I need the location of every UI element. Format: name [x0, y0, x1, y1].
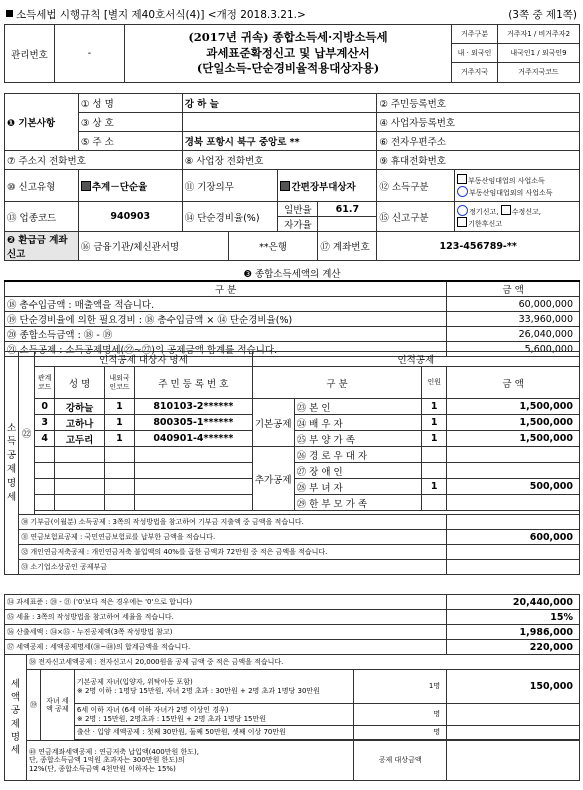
filing-type-field[interactable]: 추계－단순율	[78, 170, 182, 202]
residence-country-code[interactable]: 거주지국코드	[498, 63, 580, 83]
person-rrn[interactable]: 810103-2******	[134, 399, 252, 415]
calc-section-title: ❸ 종합소득세액의 계산	[243, 269, 341, 280]
person-rel[interactable]: 0	[35, 399, 55, 415]
nationality-select[interactable]: 내국인1 / 외국인9	[498, 44, 580, 63]
account-number-field[interactable]: 123-456789-**	[377, 232, 580, 261]
page-info: (3쪽 중 제1쪽)	[508, 9, 577, 21]
tax-table: ㉞ 과세표준 : ⑳ - ㉑ ('0'보다 적은 경우에는 '0'으로 합니다) 20,440,000 ㉟ 세율 : 3쪽의 작성방법을 참고하여 세율을 적습니다. 15% ㊱ 산출세액 : ㉞×㉟ - 누진공제액(3쪽 작성방법 참고) 1,986,000 ㊲ 세액공제 : 세액공제명세(㊳~㊵)의 합계금액을 적습니다. 220,000	[4, 594, 580, 655]
bookkeeping-field[interactable]: 간편장부대상자	[278, 170, 377, 202]
doc-title: (2017년 귀속) 종합소득세·지방소득세 과세표준확정신고 및 납부계산서 (단일소득-단순경비율적용대상자용)	[188, 30, 388, 76]
person-name[interactable]: 고두리	[55, 431, 105, 447]
self-rate-field[interactable]	[318, 217, 377, 232]
industry-code-field[interactable]: 940903	[78, 202, 182, 232]
person-foreign[interactable]: 1	[105, 415, 135, 431]
checkbox-icon[interactable]	[501, 205, 511, 215]
person-rel[interactable]: 3	[35, 415, 55, 431]
credit-side-label: 세액공제명세	[5, 655, 27, 781]
income-amount[interactable]: 26,040,000	[447, 327, 580, 342]
circle-mark-icon	[457, 205, 468, 216]
person-name[interactable]: 강하늘	[55, 399, 105, 415]
basic-info-table: ❶ 기본사항 ① 성 명 강 하 늘 ② 주민등록번호 ③ 상 호 ④ 사업자등록번호 ⑤ 주 소 경북 포항시 북구 중앙로 ** ⑥ 전자우편주소 ⑦ 주소지 전화번호 ⑧ 사업장 전화번호 ⑨ 휴대전화번호 ⑩ 신고유형 추계－단순율 ⑪ 기장의무 간편장부대상자 ⑫ 소득구분 부동산임대업의 사업소득 부동산임대업외의 사업소득 ⑬ 업종코드 940903 ⑭ 단순경비율(%) 일반율 61.7 ⑮ 신고구분 정기신고, 수정신고, 기한후신고 자가율 ❷ 환급금 계좌신고 ⑯ 금융기관/체신관서명 **은행 ⑰ 계좌번호 123-456789-**	[4, 93, 580, 261]
residency-select[interactable]: 거주자1 / 비거주자2	[498, 25, 580, 44]
tax-credit-amount[interactable]: 220,000	[447, 640, 580, 655]
mgmt-value[interactable]: -	[55, 25, 125, 83]
tax-rate[interactable]: 15%	[447, 610, 580, 625]
calc-table: ❸ 종합소득세액의 계산 구 분 금 액 ⑱ 총수입금액 : 매출액을 적습니다. 60,000,000 ⑲ 단순경비율에 의한 필요경비 : ⑱ 총수입금액 × ⑭ 단순경비율(%) 33,960,000 ⑳ 종합소득금액 : ⑱ - ⑲ 26,040,000 ㉑ 소득공제 : 소득공제명세(㉒~㉗)의 공제금액 합계를 적습니다. 5,600,000	[4, 266, 580, 357]
person-rrn[interactable]: 040901-4******	[134, 431, 252, 447]
mgmt-label: 관리번호	[5, 25, 55, 83]
child-credit-amount[interactable]: 150,000	[447, 670, 580, 704]
checked-box-icon	[280, 181, 290, 191]
person-foreign[interactable]: 1	[105, 431, 135, 447]
total-revenue-amount[interactable]: 60,000,000	[447, 297, 580, 312]
deduction-amount[interactable]: 5,600,000	[447, 342, 580, 357]
deduction-table: 소득공제명세 ㉒ 인적공제 대상자 명세 인적공제 관계코드 성 명 내외국인코드 주 민 등 록 번 호 구 분 인원 금 액 0 강하늘 1 810103-2****** 기본공제 ㉓ 본 인 1 1,500,000 3 고하나 1 800305-1****** ㉔ 배 우 자 1 1,500,000 4 고두리 1 040901-4****** ㉕ 부 양 가 족 1 1,500,000 추가공제 ㉖ 경 로 우 대 자 ㉗ 장 애 인 ㉘ 부 녀 자 1 500,000 ㉙ 한 부 모 가 족 ㉚ 기부금(이월분) 소득공제 : 3쪽의 작성방법을 참고하여 기부금 지출액 중 금액을 적습니다. ㉛ 연금보험료공제 : 국민연금보험료를 납부한 금액을 적습니다. 600,000 ㉜ 개인연금저축공제 : 개인연금저축 불입액의 40%를 곱한 금액과 72만원 중 적은 금액을 적습니다. ㉝ 소기업소상공인 공제부금	[4, 351, 580, 575]
income-type-field[interactable]: 부동산임대업의 사업소득 부동산임대업외의 사업소득	[455, 170, 580, 202]
deduction-side-label: 소득공제명세	[5, 352, 19, 575]
checkbox-icon[interactable]	[457, 217, 467, 227]
person-rrn[interactable]: 800305-1******	[134, 415, 252, 431]
general-rate-field[interactable]: 61.7	[318, 202, 377, 217]
tax-base-amount[interactable]: 20,440,000	[447, 595, 580, 610]
credit-table: 세액공제명세 ㊳ 전자신고세액공제 : 전자신고시 20,000원을 공제 금액 중 적은 금액을 적습니다. ㊴ 자녀 세액 공제 기본공제 자녀(입양자, 위탁아동 포함) ※ 2명 이하 : 1명당 15만원, 자녀 2명 초과 : 30만원 + 2명 초과 1명당 30만원 1명 150,000 6세 이하 자녀 (6세 이하 자녀가 2명 이상인 경우) ※ 2명 : 15만원, 2명초과 : 15만원 + 2명 초과 1명당 15만원 명 출산 · 입양 세액공제 : 첫째 30만원, 둘째 50만원, 셋째 이상 70만원 명 ㊵ 연금계좌세액공제 : 연금저축 납입액(400만원 한도), 단, 종합소득금액 1억원 초과자는 300만원 한도)의 12%(단, 종합소득금액 4천만원 이하자는 15%) 공제 대상금액	[4, 654, 580, 781]
person-foreign[interactable]: 1	[105, 399, 135, 415]
checked-box-icon	[81, 181, 91, 191]
child-count[interactable]: 1명	[354, 670, 447, 704]
trade-name-field[interactable]	[182, 113, 377, 132]
form-reference: 소득세법 시행규칙 [별지 제40호서식(4)] <개정 2018.3.21.>	[6, 7, 306, 22]
expense-amount[interactable]: 33,960,000	[447, 312, 580, 327]
pension-insurance-amount[interactable]: 600,000	[447, 530, 580, 545]
bank-name-field[interactable]: **은행	[228, 232, 318, 261]
checkbox-icon[interactable]	[457, 174, 467, 184]
address-field[interactable]: 경북 포항시 북구 중앙로 **	[182, 132, 377, 151]
circle-mark-icon	[457, 186, 468, 197]
name-field[interactable]: 강 하 늘	[182, 94, 377, 113]
square-bullet-icon	[6, 10, 13, 17]
report-type-field[interactable]: 정기신고, 수정신고, 기한후신고	[455, 202, 580, 232]
person-name[interactable]: 고하나	[55, 415, 105, 431]
refund-section-label: ❷ 환급금 계좌신고	[5, 232, 79, 261]
title-block: 관리번호 - (2017년 귀속) 종합소득세·지방소득세 과세표준확정신고 및 납부계산서 (단일소득-단순경비율적용대상자용) 거주구분 거주자1 / 비거주자2 내 · 외국인 내국인1 / 외국인9 거주지국 거주지국코드	[4, 24, 580, 83]
form-header	[4, 4, 579, 24]
calculated-tax-amount[interactable]: 1,986,000	[447, 625, 580, 640]
basic-section-label: ❶ 기본사항	[5, 94, 79, 151]
person-rel[interactable]: 4	[35, 431, 55, 447]
